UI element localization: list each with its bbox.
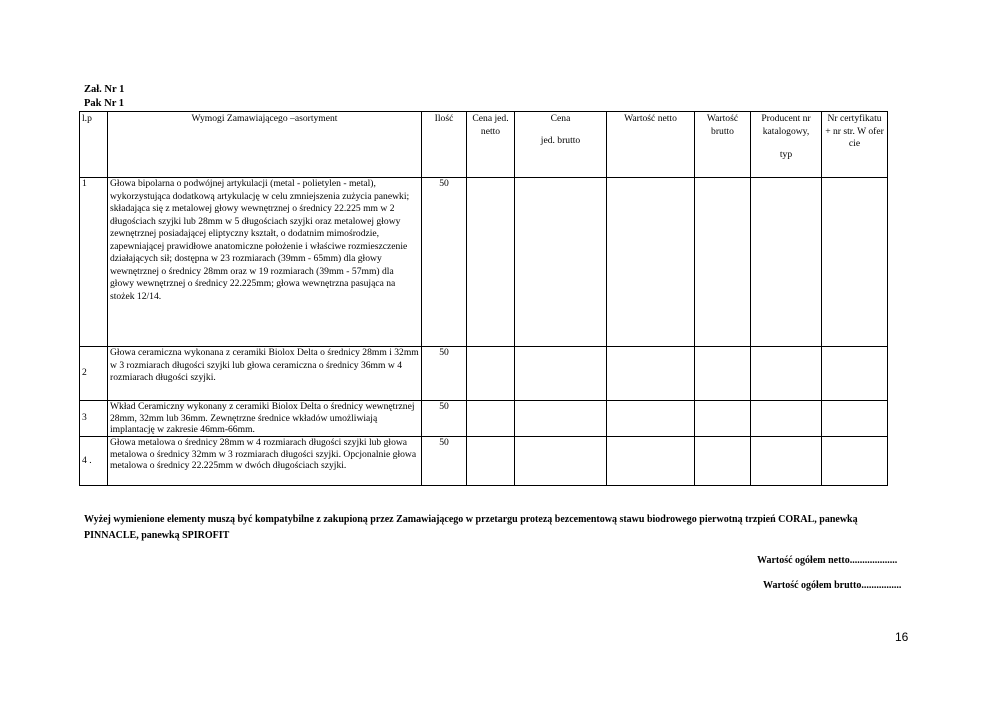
row-value-net-cell[interactable] (607, 437, 695, 486)
header-producer (751, 112, 822, 178)
header-certificate: Nr certyfikatu + nr str. W ofer cie (822, 112, 888, 178)
row-quantity: 50 (422, 437, 467, 486)
row-value-net-cell[interactable] (607, 178, 695, 347)
row-lp: 2 (80, 347, 108, 401)
table-row (80, 437, 888, 486)
attachment-number: Zał. Nr 1 (84, 84, 125, 95)
row-certificate-cell[interactable] (822, 178, 888, 347)
row-value-net-cell[interactable] (607, 347, 695, 401)
assortment-table (79, 111, 888, 486)
header-producer-label: Producent nr katalogowy, (761, 113, 811, 137)
header-unit-price-net: Cena jed. netto (467, 112, 515, 178)
row-quantity: 50 (422, 401, 467, 437)
row-certificate-cell[interactable] (822, 437, 888, 486)
header-quantity: Ilość (422, 112, 467, 178)
row-quantity: 50 (422, 178, 467, 347)
row-description: Głowa metalowa o średnicy 28mm w 4 rozmiarach długości szyjki lub głowa metalowa o średnicy 32mm w 3 rozmiarach długości szyjki. Opcjonalnie głowa metalowa o średnicy 22.225mm w dwóch długościach szyjki. (108, 437, 422, 486)
table-row (80, 178, 888, 347)
row-description: Głowa bipolarna o podwójnej artykulacji (metal - polietylen - metal), wykorzystująca dodatkową artykulację w celu zmniejszenia zużycia panewki; składająca się z metalowej głowy wewnętrznej o średnicy 22.225 mm w 2 długościach szyjki lub 28mm w 5 długościach szyjki oraz metalowej głowy zewnętrznej posiadającej eliptyczny kształt, o dodatnim mimośrodzie, zapewniającej prawidłowe anatomiczne położenie i właściwe rozmieszczenie działających sił; dostępna w 23 rozmiarach (39mm - 65mm) dla głowy wewnętrznej o średnicy 28mm oraz w 19 rozmiarach (39mm - 57mm) dla głowy wewnętrznej o średnicy 22.225mm; głowa wewnętrzna pasująca na stożek 12/14. (108, 178, 422, 347)
row-value-gross-cell[interactable] (695, 401, 751, 437)
row-value-gross-cell[interactable] (695, 437, 751, 486)
row-unit-net-cell[interactable] (467, 401, 515, 437)
row-producer-cell[interactable] (751, 178, 822, 347)
row-unit-gross-cell[interactable] (515, 401, 607, 437)
row-producer-cell[interactable] (751, 437, 822, 486)
header-price-label: Cena (550, 113, 571, 124)
row-quantity: 50 (422, 347, 467, 401)
row-certificate-cell[interactable] (822, 401, 888, 437)
row-producer-cell[interactable] (751, 401, 822, 437)
header-producer-type: typ (779, 149, 793, 160)
total-net: Wartość ogółem netto................... (757, 555, 898, 566)
row-value-net-cell[interactable] (607, 401, 695, 437)
package-number: Pak Nr 1 (84, 98, 125, 109)
header-unit-price-gross (515, 112, 607, 178)
table-row (80, 347, 888, 401)
row-unit-net-cell[interactable] (467, 437, 515, 486)
header-requirements: Wymogi Zamawiającego –asortyment (108, 112, 422, 178)
header-value-net: Wartość netto (607, 112, 695, 178)
header-lp: l.p (80, 112, 108, 178)
row-lp: 4 . (80, 437, 108, 486)
row-unit-net-cell[interactable] (467, 347, 515, 401)
compatibility-note: Wyżej wymienione elementy muszą być kompatybilne z zakupioną przez Zamawiającego w przetargu protezą bezcementową stawu biodrowego pierwotną trzpień CORAL, panewką PINNACLE, panewką SPIROFIT (84, 514, 858, 541)
row-description: Wkład Ceramiczny wykonany z ceramiki Biolox Delta o średnicy wewnętrznej 28mm, 32mm lub 36mm. Zewnętrzne średnice wkładów umożliwiają implantację w zakresie 46mm-66mm. (108, 401, 422, 437)
row-certificate-cell[interactable] (822, 347, 888, 401)
header-value-gross: Wartość brutto (695, 112, 751, 178)
table-row (80, 401, 888, 437)
row-producer-cell[interactable] (751, 347, 822, 401)
page-number: 16 (895, 630, 909, 644)
row-unit-gross-cell[interactable] (515, 178, 607, 347)
row-lp: 3 (80, 401, 108, 437)
row-value-gross-cell[interactable] (695, 347, 751, 401)
row-unit-net-cell[interactable] (467, 178, 515, 347)
row-unit-gross-cell[interactable] (515, 347, 607, 401)
row-value-gross-cell[interactable] (695, 178, 751, 347)
total-gross: Wartość ogółem brutto................ (763, 580, 902, 591)
row-unit-gross-cell[interactable] (515, 437, 607, 486)
row-description: Głowa ceramiczna wykonana z ceramiki Biolox Delta o średnicy 28mm i 32mm w 3 rozmiarach długości szyjki lub głowa ceramiczna o średnicy 36mm w 4 rozmiarach długości szyjki. (108, 347, 422, 401)
row-lp: 1 (80, 178, 108, 347)
header-price-sub: jed. brutto (540, 134, 581, 146)
